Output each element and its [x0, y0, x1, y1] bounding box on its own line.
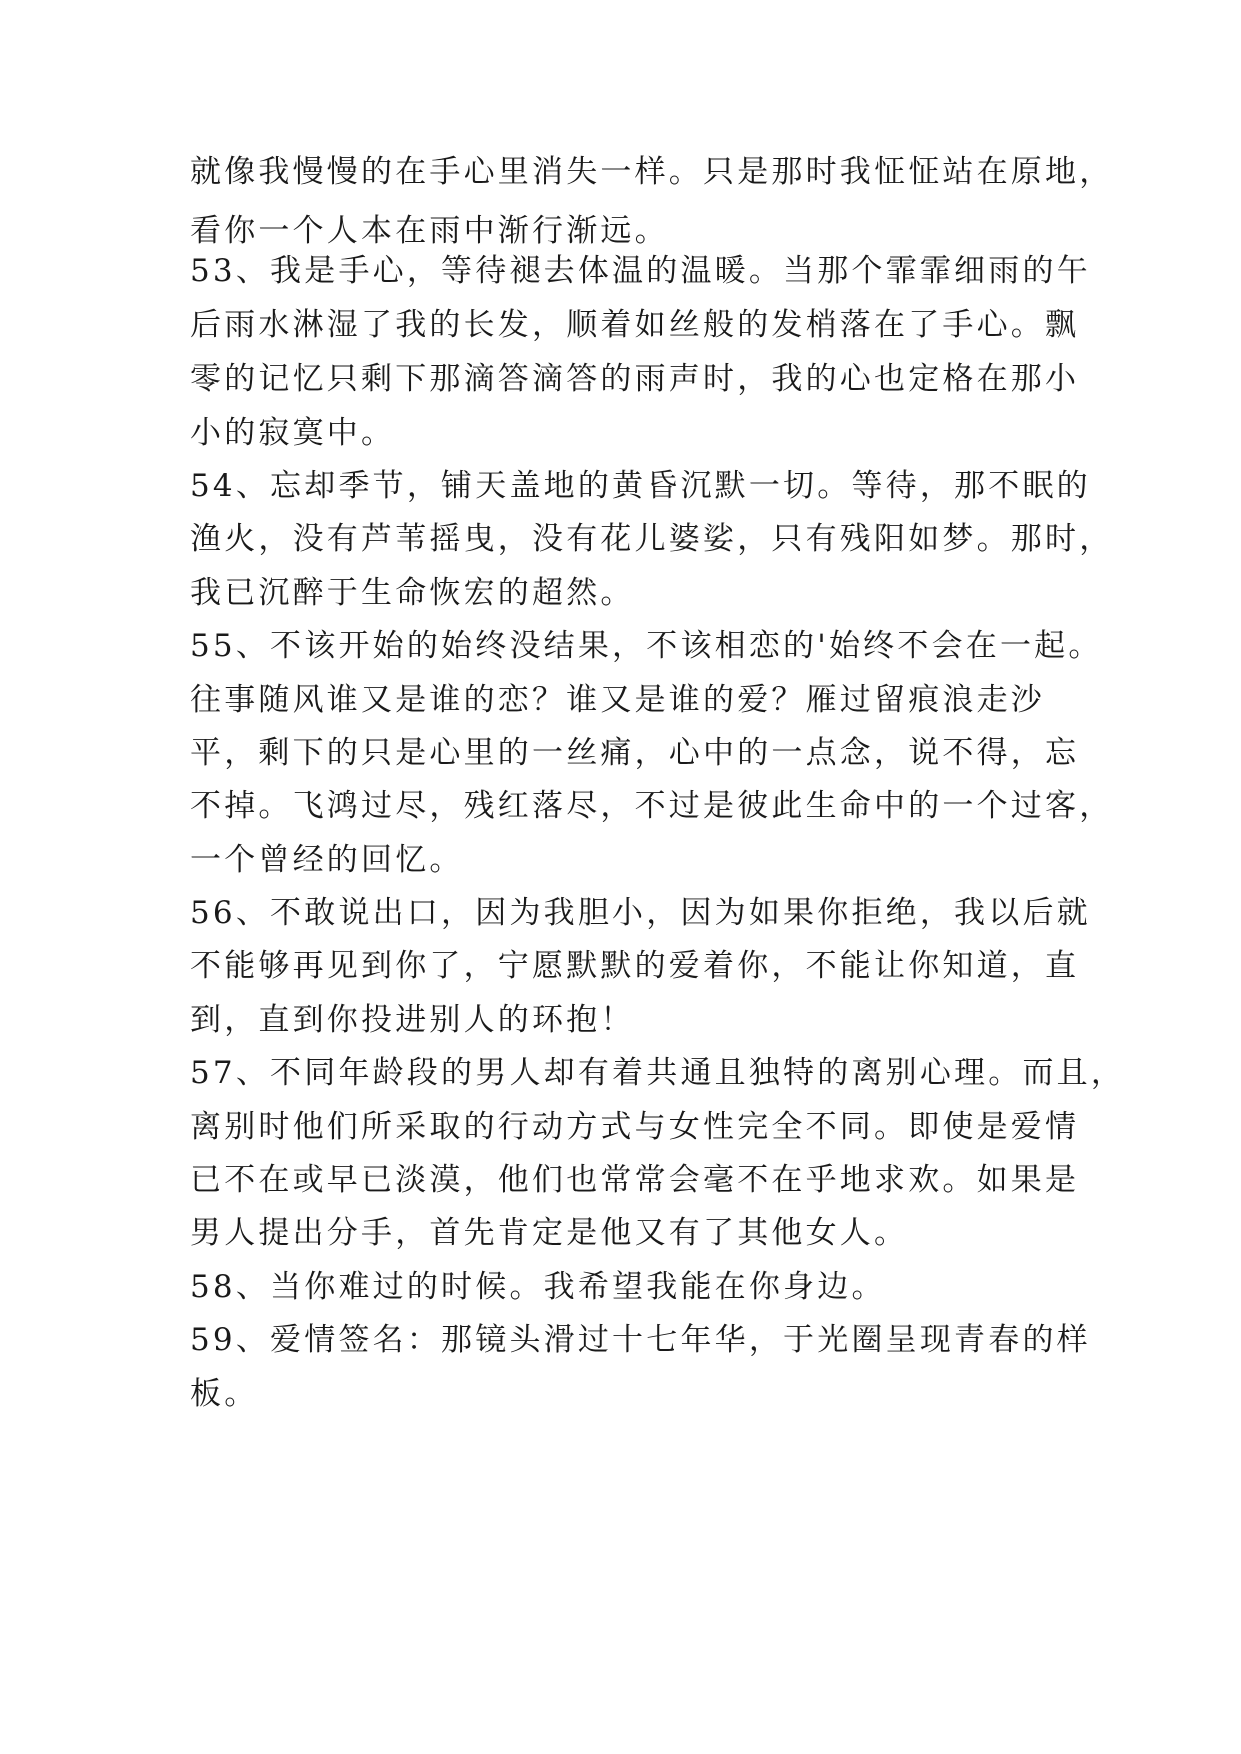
text-line: 往事随风谁又是谁的恋？谁又是谁的爱？雁过留痕浪走沙 [190, 682, 1045, 718]
text-line: 54、忘却季节，铺天盖地的黄昏沉默一切。等待，那不眠的 [190, 468, 1091, 504]
text-line: 不能够再见到你了，宁愿默默的爱着你，不能让你知道，直 [190, 948, 1080, 984]
text-line: 小的寂寞中。 [190, 415, 396, 451]
text-line: 就像我慢慢的在手心里消失一样。只是那时我怔怔站在原地， [190, 154, 1114, 190]
text-line: 57、不同年龄段的男人却有着共通且独特的离别心理。而且， [190, 1055, 1126, 1091]
text-line: 平，剩下的只是心里的一丝痛，心中的一点念，说不得，忘 [190, 735, 1080, 771]
text-line: 56、不敢说出口，因为我胆小，因为如果你拒绝，我以后就 [190, 895, 1091, 931]
text-line: 已不在或早已淡漠，他们也常常会毫不在乎地求欢。如果是 [190, 1162, 1080, 1198]
text-line: 我已沉醉于生命恢宏的超然。 [190, 575, 635, 611]
text-line: 零的记忆只剩下那滴答滴答的雨声时，我的心也定格在那小 [190, 361, 1080, 397]
text-line: 到，直到你投进别人的环抱！ [190, 1002, 635, 1038]
text-line: 后雨水淋湿了我的长发，顺着如丝般的发梢落在了手心。飘 [190, 307, 1080, 343]
text-line: 53、我是手心，等待褪去体温的温暖。当那个霏霏细雨的午 [190, 253, 1091, 289]
text-line: 59、爱情签名：那镜头滑过十七年华，于光圈呈现青春的样 [190, 1322, 1091, 1358]
text-line: 板。 [190, 1376, 259, 1412]
text-line: 一个曾经的回忆。 [190, 842, 464, 878]
text-line: 55、不该开始的始终没结果，不该相恋的'始终不会在一起。 [190, 628, 1103, 664]
text-line: 男人提出分手，首先肯定是他又有了其他女人。 [190, 1215, 909, 1251]
text-line: 离别时他们所采取的行动方式与女性完全不同。即使是爱情 [190, 1109, 1080, 1145]
text-line: 看你一个人本在雨中渐行渐远。 [190, 213, 669, 249]
text-line: 不掉。飞鸿过尽，残红落尽，不过是彼此生命中的一个过客， [190, 788, 1114, 824]
text-line: 58、当你难过的时候。我希望我能在你身边。 [190, 1269, 886, 1305]
text-line: 渔火，没有芦苇摇曳，没有花儿婆娑，只有残阳如梦。那时， [190, 521, 1114, 557]
